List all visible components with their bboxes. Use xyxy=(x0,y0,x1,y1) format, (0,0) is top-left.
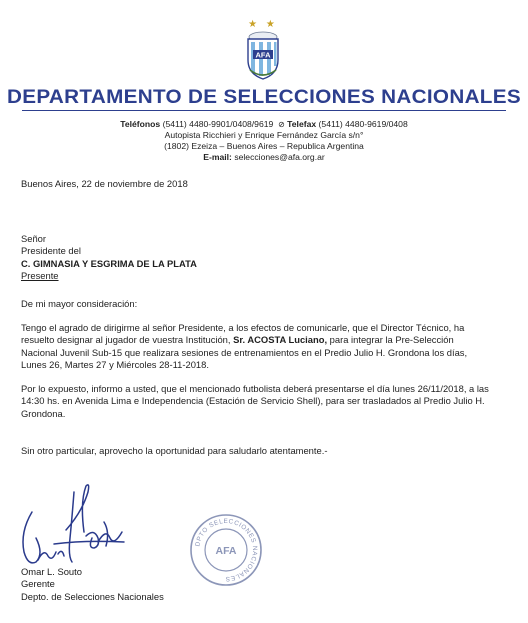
crest-stars: ★ ★ xyxy=(248,19,278,30)
svg-text:AFA: AFA xyxy=(255,50,271,60)
player-name: Sr. ACOSTA Luciano, xyxy=(233,334,328,346)
crest-shield-icon xyxy=(244,30,282,80)
svg-text:AFA: AFA xyxy=(215,545,237,557)
p1-line-d: Lunes 26, Martes 27 y Miércoles 28-11-2018. xyxy=(21,358,209,370)
svg-text:DPTO SELECCIONES NACIONALES: DPTO SELECCIONES NACIONALES xyxy=(194,517,259,583)
recipient-present: Presente xyxy=(21,269,59,281)
recipient-title: Señor xyxy=(21,233,47,244)
phone-fax-row xyxy=(0,119,528,130)
recipient-club: C. GIMNASIA Y ESGRIMA DE LA PLATA xyxy=(21,257,197,269)
address-line-2: (1802) Ezeiza – Buenos Aires – Republica Argentina xyxy=(164,141,364,151)
paragraph-1 xyxy=(21,322,467,371)
closing: Sin otro particular, aprovecho la oportunidad para saludarlo atentamente.- xyxy=(21,445,328,456)
signer-role: Gerente xyxy=(21,578,55,590)
p1-line-b: resuelto designar al jugador de vuestra Institución, Sr. ACOSTA Luciano, para integrar la Pre-Selección xyxy=(21,334,454,346)
department-title: DEPARTAMENTO DE SELECCIONES NACIONALES xyxy=(7,86,521,108)
greeting: De mi mayor consideración: xyxy=(21,298,138,309)
email-label: E-mail: xyxy=(203,152,232,162)
recipient-role: Presidente del xyxy=(21,245,81,257)
fax-value: (5411) 4480-9619/0408 xyxy=(318,119,408,129)
address-line-1: Autopista Ricchieri y Enrique Fernández García s/n° xyxy=(164,130,364,140)
fax-label: Telefax xyxy=(287,119,317,129)
fax-icon: ⊘ xyxy=(278,120,285,129)
p2-line-b: 14:30 hs. en Avenida Lima e Independencia (Estación de Servicio Shell), para ser trasladados al Predio Julio H. xyxy=(21,395,485,407)
handwritten-signature xyxy=(14,472,134,572)
signer-block xyxy=(21,566,164,603)
p1-line-a: Tengo el agrado de dirigirme al señor Presidente, a los efectos de comunicarle, que el Director Técnico, ha xyxy=(21,322,465,333)
contact-block xyxy=(0,119,528,163)
paragraph-2 xyxy=(21,383,489,420)
p2-line-c: Grondona. xyxy=(21,407,66,419)
afa-crest-logo xyxy=(238,20,288,82)
recipient-block xyxy=(21,233,197,282)
signer-name: Omar L. Souto xyxy=(21,566,82,577)
letter-date: Buenos Aires, 22 de noviembre de 2018 xyxy=(21,178,188,189)
p1-line-c: Nacional Juvenil Sub-15 que realizara sesiones de entrenamientos en el Predio Julio H. Grondona los días, xyxy=(21,346,468,358)
signer-department: Depto. de Selecciones Nacionales xyxy=(21,590,164,602)
email-value[interactable]: selecciones@afa.org.ar xyxy=(234,152,325,162)
p2-line-a: Por lo expuesto, informo a usted, que el mencionado futbolista deberá presentarse el día lunes 26/11/2018, a las xyxy=(21,383,489,394)
title-divider xyxy=(22,110,506,111)
department-stamp xyxy=(188,512,264,588)
email-row xyxy=(0,152,528,163)
phone-label: Teléfonos xyxy=(120,119,161,129)
phone-value: (5411) 4480-9901/0408/9619 xyxy=(162,119,274,129)
